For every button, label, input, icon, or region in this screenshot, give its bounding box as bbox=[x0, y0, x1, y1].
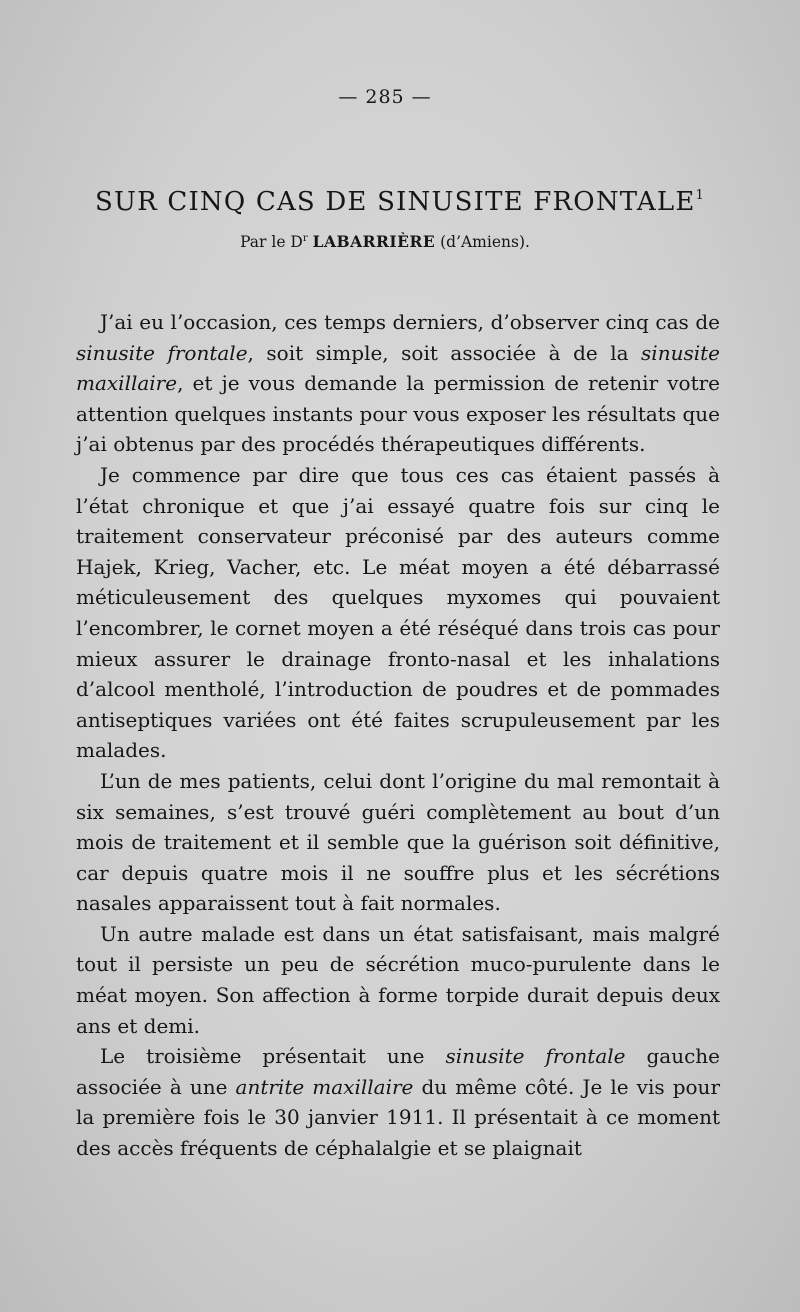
page-number: — 285 — bbox=[338, 86, 432, 108]
byline bbox=[0, 232, 770, 251]
paragraph-5-text-a: Le troisième présentait une bbox=[100, 1044, 446, 1069]
paragraph-3: L’un de mes patients, celui dont l’origine du mal remontait à six semaines, s’est trouvé guéri complètement au bout d’un mois de traitement et il semble que la guérison soit définitive, car depuis quatre mois il ne souffre plus et les sécrétions nasales apparaissent tout à fait normales. bbox=[76, 768, 720, 916]
byline-prefix: Par le D bbox=[240, 233, 303, 251]
paragraph-1-emphasis-1: sinusite frontale bbox=[76, 340, 248, 365]
paragraph-1-emphasis-2: sinusite maxillaire bbox=[76, 340, 721, 396]
paragraph-1-text-c: , et je vous demande la permission de retenir votre attention quelques instants pour vous exposer les résultats que j’ai obtenus par des procédés thérapeutiques différents. bbox=[76, 371, 720, 457]
paragraph-5-emphasis-2: antrite maxillaire bbox=[235, 1074, 414, 1099]
author-name: LABARRIÈRE bbox=[312, 232, 436, 251]
paragraph-1 bbox=[76, 307, 720, 460]
paragraph-5-text-c: du même côté. Je le vis pour la première fois le 30 janvier 1911. Il présentait à ce moment des accès fréquents de céphalalgie et se plaignait bbox=[76, 1074, 721, 1161]
paragraph-1-text-a: J’ai eu l’occasion, ces temps derniers, d’observer cinq cas de bbox=[100, 310, 720, 334]
article-title bbox=[0, 187, 800, 217]
byline-prefix-sup: r bbox=[302, 232, 308, 244]
paragraph-2: Je commence par dire que tous ces cas étaient passés à l’état chronique et que j’ai essayé quatre fois sur cinq le traitement conservateur préconisé par des auteurs comme Hajek, Krieg, Vacher, etc. Le méat moyen a été débarrassé méticuleusement des quelques myxomes qui pouvaient l’encombrer, le cornet moyen a été réséqué dans trois cas pour mieux assurer le drainage fronto-nasal et les inhalations d’alcool mentholé, l’introduction de poudres et de pommades antiseptiques variées ont été faites scrupuleusement par les malades. bbox=[76, 462, 720, 763]
paragraph-5-text-b: gauche associée à une bbox=[76, 1044, 720, 1099]
author-location: (d’Amiens). bbox=[440, 233, 530, 251]
article-body bbox=[76, 307, 720, 1164]
paragraph-1-text-b: , soit simple, soit associée à de la bbox=[247, 340, 642, 365]
paragraph-5 bbox=[76, 1041, 720, 1163]
article-title-text: SUR CINQ CAS DE SINUSITE FRONTALE bbox=[94, 187, 696, 218]
paragraph-4: Un autre malade est dans un état satisfaisant, mais malgré tout il persiste un peu de sécrétion muco-purulente dans le méat moyen. Son affection à forme torpide durait depuis deux ans et demi. bbox=[76, 921, 720, 1038]
title-footnote-mark: 1 bbox=[695, 187, 705, 203]
paragraph-5-emphasis-1: sinusite frontale bbox=[445, 1044, 626, 1069]
